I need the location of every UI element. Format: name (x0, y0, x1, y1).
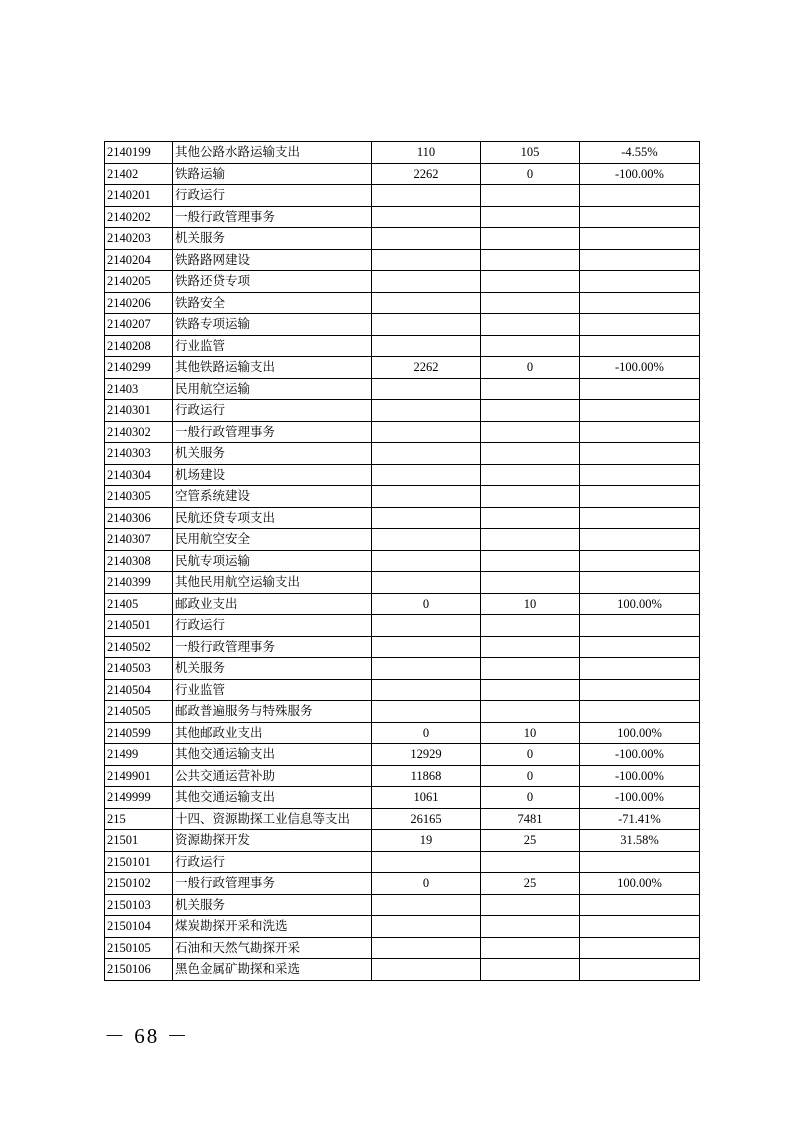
table-row (105, 249, 700, 271)
code-cell: 2140207 (105, 314, 173, 336)
table-row (105, 443, 700, 465)
code-cell: 2140504 (105, 679, 173, 701)
prior-year-value-cell (372, 185, 481, 207)
table-row (105, 636, 700, 658)
name-cell: 铁路运输 (173, 163, 372, 185)
change-percent-cell: -100.00% (580, 765, 700, 787)
change-percent-cell: -4.55% (580, 142, 700, 164)
current-year-value-cell: 25 (481, 873, 580, 895)
prior-year-value-cell: 26165 (372, 808, 481, 830)
current-year-value-cell (481, 572, 580, 594)
change-percent-cell (580, 507, 700, 529)
name-cell: 民用航空运输 (173, 378, 372, 400)
table-row (105, 744, 700, 766)
name-cell: 机关服务 (173, 228, 372, 250)
current-year-value-cell: 0 (481, 163, 580, 185)
change-percent-cell (580, 400, 700, 422)
code-cell: 2140501 (105, 615, 173, 637)
prior-year-value-cell (372, 615, 481, 637)
table-row (105, 357, 700, 379)
change-percent-cell (580, 572, 700, 594)
table-row (105, 701, 700, 723)
code-cell: 2140502 (105, 636, 173, 658)
code-cell: 2149999 (105, 787, 173, 809)
name-cell: 一般行政管理事务 (173, 206, 372, 228)
change-percent-cell (580, 550, 700, 572)
prior-year-value-cell (372, 400, 481, 422)
prior-year-value-cell (372, 292, 481, 314)
current-year-value-cell (481, 249, 580, 271)
change-percent-cell (580, 701, 700, 723)
table-body (105, 142, 700, 981)
name-cell: 机关服务 (173, 443, 372, 465)
table-row (105, 830, 700, 852)
change-percent-cell (580, 658, 700, 680)
code-cell: 2140308 (105, 550, 173, 572)
table-row (105, 873, 700, 895)
code-cell: 2140306 (105, 507, 173, 529)
change-percent-cell (580, 959, 700, 981)
change-percent-cell (580, 421, 700, 443)
code-cell: 2140302 (105, 421, 173, 443)
code-cell: 21501 (105, 830, 173, 852)
name-cell: 机关服务 (173, 894, 372, 916)
current-year-value-cell (481, 959, 580, 981)
prior-year-value-cell (372, 550, 481, 572)
prior-year-value-cell (372, 206, 481, 228)
name-cell: 其他铁路运输支出 (173, 357, 372, 379)
current-year-value-cell (481, 636, 580, 658)
change-percent-cell (580, 679, 700, 701)
table-row (105, 808, 700, 830)
code-cell: 2140307 (105, 529, 173, 551)
code-cell: 2149901 (105, 765, 173, 787)
change-percent-cell: -100.00% (580, 357, 700, 379)
change-percent-cell: 100.00% (580, 722, 700, 744)
change-percent-cell: 31.58% (580, 830, 700, 852)
name-cell: 铁路路网建设 (173, 249, 372, 271)
current-year-value-cell (481, 529, 580, 551)
current-year-value-cell (481, 486, 580, 508)
current-year-value-cell (481, 378, 580, 400)
current-year-value-cell: 7481 (481, 808, 580, 830)
change-percent-cell: -100.00% (580, 163, 700, 185)
name-cell: 其他邮政业支出 (173, 722, 372, 744)
change-percent-cell (580, 249, 700, 271)
code-cell: 2150102 (105, 873, 173, 895)
prior-year-value-cell (372, 916, 481, 938)
prior-year-value-cell (372, 894, 481, 916)
name-cell: 铁路还贷专项 (173, 271, 372, 293)
prior-year-value-cell (372, 443, 481, 465)
name-cell: 机场建设 (173, 464, 372, 486)
code-cell: 2140201 (105, 185, 173, 207)
name-cell: 十四、资源勘探工业信息等支出 (173, 808, 372, 830)
table-row (105, 486, 700, 508)
table-row (105, 937, 700, 959)
prior-year-value-cell (372, 679, 481, 701)
current-year-value-cell (481, 851, 580, 873)
table-row (105, 529, 700, 551)
code-cell: 2140301 (105, 400, 173, 422)
name-cell: 其他交通运输支出 (173, 744, 372, 766)
code-cell: 2140503 (105, 658, 173, 680)
change-percent-cell (580, 292, 700, 314)
name-cell: 黑色金属矿勘探和采选 (173, 959, 372, 981)
table-row (105, 421, 700, 443)
current-year-value-cell (481, 701, 580, 723)
current-year-value-cell (481, 228, 580, 250)
name-cell: 行政运行 (173, 615, 372, 637)
table-row (105, 335, 700, 357)
current-year-value-cell (481, 292, 580, 314)
prior-year-value-cell (372, 464, 481, 486)
code-cell: 21405 (105, 593, 173, 615)
change-percent-cell: -100.00% (580, 744, 700, 766)
prior-year-value-cell (372, 249, 481, 271)
prior-year-value-cell (372, 636, 481, 658)
change-percent-cell (580, 529, 700, 551)
name-cell: 机关服务 (173, 658, 372, 680)
change-percent-cell (580, 228, 700, 250)
current-year-value-cell: 0 (481, 357, 580, 379)
name-cell: 煤炭勘探开采和洗选 (173, 916, 372, 938)
table-row (105, 400, 700, 422)
prior-year-value-cell (372, 335, 481, 357)
change-percent-cell (580, 378, 700, 400)
name-cell: 民航还贷专项支出 (173, 507, 372, 529)
name-cell: 民航专项运输 (173, 550, 372, 572)
prior-year-value-cell (372, 529, 481, 551)
code-cell: 2140206 (105, 292, 173, 314)
change-percent-cell (580, 894, 700, 916)
name-cell: 行业监管 (173, 679, 372, 701)
name-cell: 行政运行 (173, 400, 372, 422)
prior-year-value-cell: 0 (372, 593, 481, 615)
prior-year-value-cell (372, 701, 481, 723)
budget-table (104, 141, 700, 981)
name-cell: 一般行政管理事务 (173, 873, 372, 895)
prior-year-value-cell (372, 314, 481, 336)
code-cell: 2140304 (105, 464, 173, 486)
change-percent-cell: -100.00% (580, 787, 700, 809)
prior-year-value-cell: 110 (372, 142, 481, 164)
prior-year-value-cell (372, 851, 481, 873)
current-year-value-cell (481, 206, 580, 228)
code-cell: 2140305 (105, 486, 173, 508)
table-row (105, 507, 700, 529)
prior-year-value-cell: 0 (372, 722, 481, 744)
name-cell: 邮政普遍服务与特殊服务 (173, 701, 372, 723)
current-year-value-cell (481, 894, 580, 916)
current-year-value-cell (481, 550, 580, 572)
current-year-value-cell (481, 937, 580, 959)
current-year-value-cell (481, 400, 580, 422)
code-cell: 2140303 (105, 443, 173, 465)
table-row (105, 658, 700, 680)
current-year-value-cell (481, 464, 580, 486)
table-row (105, 765, 700, 787)
current-year-value-cell (481, 185, 580, 207)
change-percent-cell (580, 271, 700, 293)
change-percent-cell: 100.00% (580, 593, 700, 615)
table-row (105, 206, 700, 228)
prior-year-value-cell (372, 937, 481, 959)
code-cell: 2140399 (105, 572, 173, 594)
prior-year-value-cell (372, 378, 481, 400)
table-row (105, 378, 700, 400)
table-row (105, 679, 700, 701)
code-cell: 2140205 (105, 271, 173, 293)
change-percent-cell (580, 185, 700, 207)
code-cell: 215 (105, 808, 173, 830)
table-row (105, 916, 700, 938)
code-cell: 2150103 (105, 894, 173, 916)
table-row (105, 185, 700, 207)
table-row (105, 292, 700, 314)
name-cell: 邮政业支出 (173, 593, 372, 615)
code-cell: 2140299 (105, 357, 173, 379)
prior-year-value-cell: 2262 (372, 357, 481, 379)
code-cell: 2140599 (105, 722, 173, 744)
change-percent-cell (580, 851, 700, 873)
change-percent-cell (580, 486, 700, 508)
name-cell: 公共交通运营补助 (173, 765, 372, 787)
name-cell: 空管系统建设 (173, 486, 372, 508)
code-cell: 2150106 (105, 959, 173, 981)
code-cell: 2140199 (105, 142, 173, 164)
prior-year-value-cell (372, 486, 481, 508)
prior-year-value-cell: 19 (372, 830, 481, 852)
current-year-value-cell: 25 (481, 830, 580, 852)
change-percent-cell (580, 335, 700, 357)
table-row (105, 550, 700, 572)
prior-year-value-cell (372, 658, 481, 680)
table-row (105, 787, 700, 809)
prior-year-value-cell: 2262 (372, 163, 481, 185)
change-percent-cell (580, 615, 700, 637)
name-cell: 铁路安全 (173, 292, 372, 314)
code-cell: 2150104 (105, 916, 173, 938)
prior-year-value-cell (372, 421, 481, 443)
current-year-value-cell (481, 916, 580, 938)
current-year-value-cell (481, 335, 580, 357)
name-cell: 民用航空安全 (173, 529, 372, 551)
change-percent-cell (580, 636, 700, 658)
table-row (105, 851, 700, 873)
code-cell: 21403 (105, 378, 173, 400)
table-row (105, 572, 700, 594)
prior-year-value-cell (372, 228, 481, 250)
table-row (105, 959, 700, 981)
table-row (105, 314, 700, 336)
prior-year-value-cell: 0 (372, 873, 481, 895)
prior-year-value-cell (372, 271, 481, 293)
code-cell: 21499 (105, 744, 173, 766)
current-year-value-cell: 0 (481, 744, 580, 766)
current-year-value-cell (481, 271, 580, 293)
prior-year-value-cell: 1061 (372, 787, 481, 809)
current-year-value-cell: 10 (481, 593, 580, 615)
change-percent-cell (580, 916, 700, 938)
name-cell: 行政运行 (173, 185, 372, 207)
current-year-value-cell: 0 (481, 765, 580, 787)
change-percent-cell (580, 206, 700, 228)
name-cell: 一般行政管理事务 (173, 421, 372, 443)
current-year-value-cell (481, 679, 580, 701)
name-cell: 其他民用航空运输支出 (173, 572, 372, 594)
change-percent-cell: -71.41% (580, 808, 700, 830)
current-year-value-cell (481, 615, 580, 637)
change-percent-cell (580, 443, 700, 465)
code-cell: 2140204 (105, 249, 173, 271)
name-cell: 铁路专项运输 (173, 314, 372, 336)
current-year-value-cell (481, 314, 580, 336)
change-percent-cell (580, 314, 700, 336)
name-cell: 资源勘探开发 (173, 830, 372, 852)
name-cell: 行政运行 (173, 851, 372, 873)
prior-year-value-cell: 12929 (372, 744, 481, 766)
prior-year-value-cell (372, 959, 481, 981)
name-cell: 石油和天然气勘探开采 (173, 937, 372, 959)
table-row (105, 894, 700, 916)
name-cell: 其他交通运输支出 (173, 787, 372, 809)
current-year-value-cell (481, 443, 580, 465)
table-row (105, 142, 700, 164)
change-percent-cell: 100.00% (580, 873, 700, 895)
table-row (105, 615, 700, 637)
code-cell: 21402 (105, 163, 173, 185)
change-percent-cell (580, 464, 700, 486)
current-year-value-cell (481, 421, 580, 443)
prior-year-value-cell: 11868 (372, 765, 481, 787)
current-year-value-cell: 105 (481, 142, 580, 164)
prior-year-value-cell (372, 507, 481, 529)
name-cell: 其他公路水路运输支出 (173, 142, 372, 164)
code-cell: 2140202 (105, 206, 173, 228)
page-number: － 68 － (104, 1024, 190, 1048)
change-percent-cell (580, 937, 700, 959)
code-cell: 2140203 (105, 228, 173, 250)
code-cell: 2150101 (105, 851, 173, 873)
table-row (105, 271, 700, 293)
table-row (105, 464, 700, 486)
name-cell: 一般行政管理事务 (173, 636, 372, 658)
code-cell: 2140208 (105, 335, 173, 357)
code-cell: 2140505 (105, 701, 173, 723)
current-year-value-cell (481, 658, 580, 680)
current-year-value-cell: 10 (481, 722, 580, 744)
code-cell: 2150105 (105, 937, 173, 959)
current-year-value-cell: 0 (481, 787, 580, 809)
table-row (105, 722, 700, 744)
prior-year-value-cell (372, 572, 481, 594)
table-row (105, 163, 700, 185)
table-row (105, 228, 700, 250)
current-year-value-cell (481, 507, 580, 529)
name-cell: 行业监管 (173, 335, 372, 357)
table-row (105, 593, 700, 615)
